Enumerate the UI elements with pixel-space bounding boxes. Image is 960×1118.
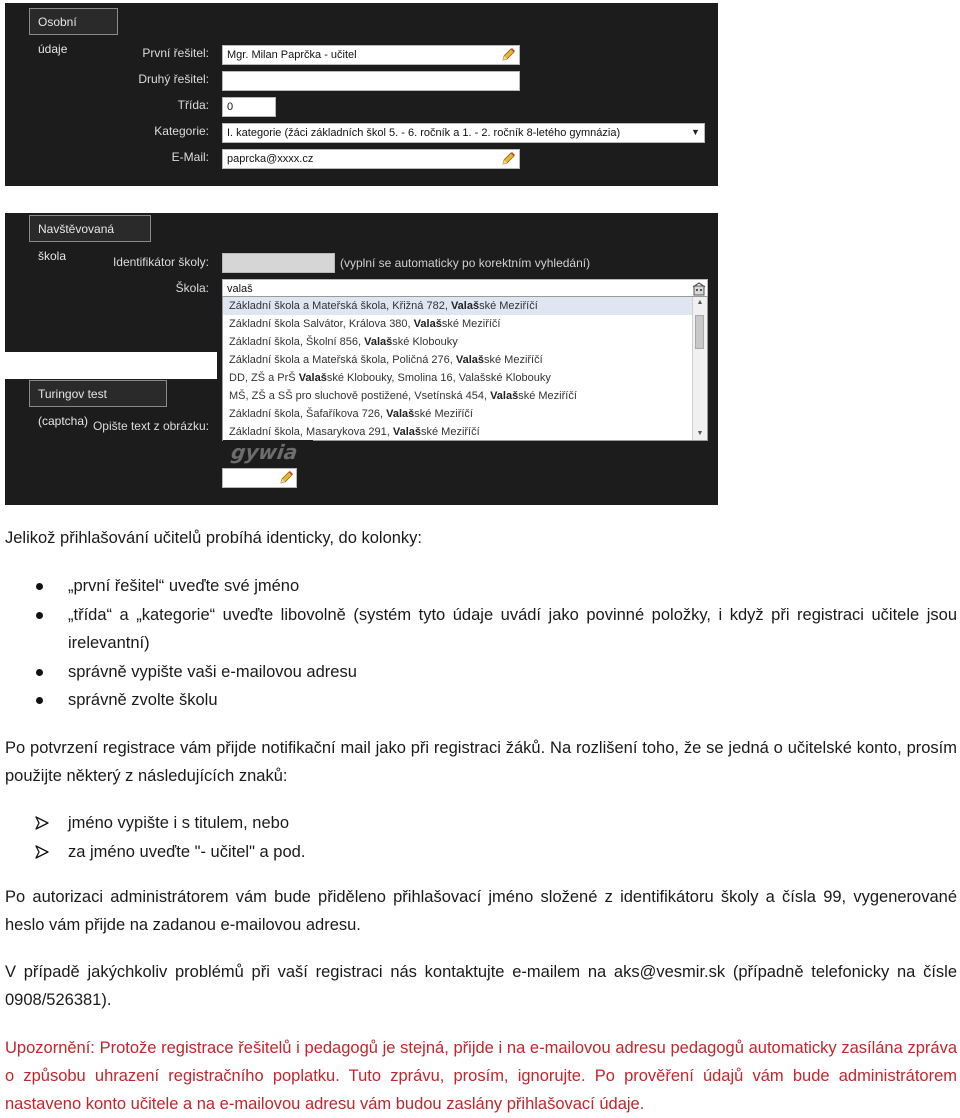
- scroll-down-icon[interactable]: ▼: [696, 430, 704, 437]
- chevron-down-icon[interactable]: ▼: [691, 127, 700, 137]
- school-id-hint: (vyplní se automaticky po korektním vyhledání): [340, 256, 591, 270]
- authorization-paragraph: Po autorizaci administrátorem vám bude přiděleno přihlašovací jméno složené z identifikátoru školy a čísla 99, vygenerované heslo vám přijde na zadanou e-mailovou adresu.: [5, 888, 957, 934]
- scroll-thumb[interactable]: [695, 315, 704, 349]
- notification-paragraph: Po potvrzení registrace vám přijde notifikační mail jako při registraci žáků. Na rozlišení toho, že se jedná o učitelské konto, prosím použijte některý z následujících znaků:: [5, 739, 957, 785]
- email-label: E-Mail:: [171, 150, 209, 164]
- suggestion-match: Valaš: [413, 318, 442, 330]
- section-captcha-title: Turingov test (captcha): [29, 380, 167, 407]
- list-item: za jméno uveďte "- učitel" a pod.: [5, 838, 957, 867]
- suggestion-text: Základní škola, Masarykova 291,: [229, 426, 393, 438]
- suggestion-text: ské Meziříčí: [479, 300, 538, 312]
- suggestion-text: Základní škola, Školní 856,: [229, 336, 365, 348]
- building-icon[interactable]: [692, 282, 706, 296]
- captcha-label: Opište text z obrázku:: [92, 419, 209, 433]
- section-separator: [5, 352, 217, 379]
- scroll-up-icon[interactable]: ▲: [696, 299, 704, 306]
- section-separator: [5, 186, 718, 213]
- options-list: [5, 809, 957, 866]
- bullet-icon: [36, 583, 43, 590]
- school-suggestion-item[interactable]: [223, 351, 707, 369]
- section-personal-title: Osobní údaje: [29, 8, 118, 35]
- suggestion-match: Valaš: [450, 300, 480, 312]
- suggestion-match: Valaš: [364, 336, 393, 348]
- second-solver-label: Druhý řešitel:: [138, 72, 209, 86]
- suggestion-text: Základní škola a Mateřská škola, Poličná 276,: [229, 354, 456, 366]
- first-solver-label: První řešitel:: [142, 46, 209, 60]
- suggestion-text: ské Klobouky: [392, 336, 458, 348]
- school-suggestion-item[interactable]: [223, 297, 707, 315]
- school-suggestion-item[interactable]: [223, 369, 707, 387]
- email-input[interactable]: paprcka@xxxx.cz: [222, 149, 520, 169]
- suggestion-match: Valaš: [386, 408, 415, 420]
- school-suggestions-dropdown: [222, 296, 708, 441]
- arrow-bullet-icon: [35, 845, 49, 859]
- bullet-icon: [36, 612, 43, 619]
- list-item: „první řešitel“ uveďte své jméno: [5, 572, 957, 601]
- suggestion-text: ské Meziříčí: [421, 426, 480, 438]
- suggestion-text: Základní škola Salvátor, Králova 380,: [229, 318, 414, 330]
- dropdown-scrollbar[interactable]: [692, 297, 707, 440]
- first-solver-input[interactable]: Mgr. Milan Paprčka - učitel: [222, 45, 520, 65]
- registration-form-screenshot: [5, 3, 718, 505]
- suggestion-text: ské Meziříčí: [441, 318, 501, 330]
- suggestion-text: ské Meziříčí: [414, 408, 473, 420]
- category-label: Kategorie:: [154, 124, 209, 138]
- suggestion-text: ské Meziříčí: [483, 354, 543, 366]
- svg-text:gywia: gywia: [229, 440, 300, 464]
- school-id-input[interactable]: [222, 253, 335, 273]
- school-suggestion-item[interactable]: [223, 387, 707, 405]
- list-item: správně zvolte školu: [5, 686, 957, 715]
- pencil-icon[interactable]: [500, 47, 516, 63]
- school-label: Škola:: [175, 281, 209, 295]
- school-suggestion-item[interactable]: [223, 405, 707, 423]
- instructions-list: [5, 572, 957, 715]
- intro-paragraph: Jelikož přihlašování učitelů probíhá identicky, do kolonky:: [5, 529, 423, 547]
- suggestion-text: DD, ZŠ a PrŠ: [229, 372, 299, 384]
- bullet-icon: [36, 669, 43, 676]
- school-search-input[interactable]: valaš: [222, 279, 708, 299]
- list-item: „třída“ a „kategorie“ uveďte libovolně (systém tyto údaje uvádí jako povinné položky, i když při registraci učitele jsou irelevantní): [5, 601, 957, 658]
- suggestion-text: Základní škola, Šafaříkova 726,: [229, 408, 387, 420]
- arrow-bullet-icon: [35, 816, 49, 830]
- suggestion-text: ské Meziříčí: [518, 390, 577, 402]
- school-suggestion-item[interactable]: [223, 315, 707, 333]
- suggestion-match: Valaš: [455, 354, 484, 366]
- suggestion-text: MŠ, ZŠ a SŠ pro sluchově postižené, Vsetínská 454,: [229, 390, 491, 402]
- contact-paragraph: V případě jakýchkoliv problémů při vaší registraci nás kontaktujte e-mailem na aks@vesmir.sk (případně telefonicky na čísle 0908/526381).: [5, 963, 957, 1009]
- suggestion-match: Valaš: [490, 390, 519, 402]
- pencil-icon[interactable]: [278, 470, 294, 486]
- warning-paragraph: Upozornění: Protože registrace řešitelů i pedagogů je stejná, přijde i na e-mailovou adresu pedagogů automaticky zasílána zpráva o způsobu uhrazení registračního poplatku. Tuto zprávu, prosím, ignorujte. Po prověření údajů vám bude administrátorem nastaveno konto učitele a na e-mailovou adresu vám budou zaslány přihlašovací údaje.: [5, 1039, 957, 1113]
- bullet-icon: [36, 697, 43, 704]
- class-input[interactable]: 0: [222, 97, 276, 117]
- pencil-icon[interactable]: [500, 151, 516, 167]
- suggestion-match: Valaš: [298, 372, 327, 384]
- suggestion-text: ské Klobouky, Smolina 16, Valašské Klobouky: [326, 372, 551, 384]
- suggestion-text: Základní škola a Mateřská škola, Křižná 782,: [229, 300, 451, 312]
- list-item: správně vypište vaši e-mailovou adresu: [5, 658, 957, 687]
- second-solver-input[interactable]: [222, 71, 520, 91]
- class-label: Třída:: [177, 98, 209, 112]
- list-item: jméno vypište i s titulem, nebo: [5, 809, 957, 838]
- captcha-image: [223, 440, 313, 464]
- suggestion-match: Valaš: [392, 426, 421, 438]
- suggestion-list: [223, 297, 707, 441]
- school-suggestion-item[interactable]: [223, 423, 707, 441]
- school-suggestion-item[interactable]: [223, 333, 707, 351]
- section-school-title: Navštěvovaná škola: [29, 215, 151, 242]
- category-select[interactable]: I. kategorie (žáci základních škol 5. - 6. ročník a 1. - 2. ročník 8-letého gymnázia): [222, 123, 705, 143]
- school-id-label: Identifikátor školy:: [112, 255, 209, 269]
